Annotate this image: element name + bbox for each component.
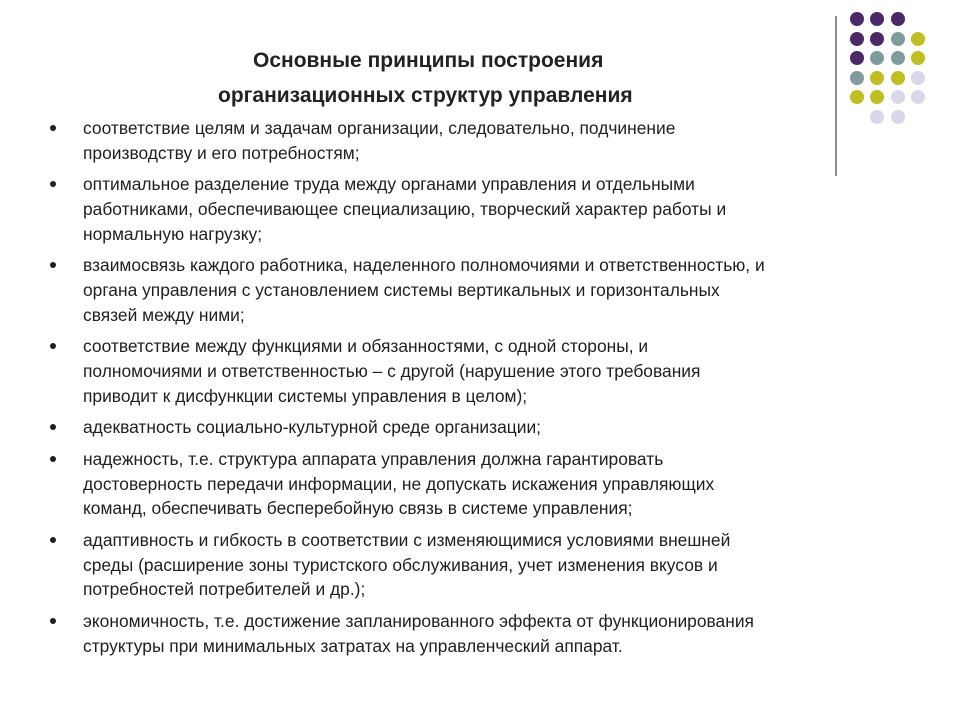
bullet-dot-icon bbox=[50, 181, 56, 187]
decorative-dot-icon bbox=[870, 32, 884, 46]
bullet-dot-icon bbox=[50, 424, 56, 430]
bullet-dot-icon bbox=[50, 456, 56, 462]
bullet-text-line: приводит к дисфункции системы управления в целом); bbox=[83, 385, 528, 406]
decorative-dot-icon bbox=[850, 51, 864, 65]
decorative-dot-icon bbox=[891, 12, 905, 26]
decorative-dot-icon bbox=[850, 71, 864, 85]
list-item bbox=[50, 609, 930, 658]
bullet-text-line: оптимальное разделение труда между органами управления и отдельными bbox=[83, 174, 695, 195]
bullet-text-line: органа управления с установлением системы вертикальных и горизонтальных bbox=[83, 279, 720, 300]
decorative-dot-icon bbox=[911, 32, 925, 46]
decorative-dot-icon bbox=[870, 71, 884, 85]
decorative-dot-icon bbox=[911, 90, 925, 104]
decorative-dot-icon bbox=[891, 32, 905, 46]
bullet-text-line: достоверность передачи информации, не допускать искажения управляющих bbox=[83, 473, 715, 494]
decorative-dot-icon bbox=[911, 71, 925, 85]
bullet-dot-icon bbox=[50, 537, 56, 543]
bullet-dot-icon bbox=[50, 343, 56, 349]
bullet-dot-icon bbox=[50, 125, 56, 131]
decorative-dot-icon bbox=[891, 71, 905, 85]
bullet-text-line: соответствие между функциями и обязанностями, с одной стороны, и bbox=[83, 336, 649, 357]
bullet-dot-icon bbox=[50, 262, 56, 268]
list-item bbox=[50, 172, 930, 246]
list-item bbox=[50, 528, 930, 602]
slide-title bbox=[200, 43, 800, 113]
decorative-dot-icon bbox=[870, 51, 884, 65]
bullet-text-line: нормальную нагрузку; bbox=[83, 223, 263, 244]
bullet-text-line: потребностей потребителей и др.); bbox=[83, 579, 366, 600]
list-item bbox=[50, 334, 930, 408]
bullet-text-line: производству и его потребностям; bbox=[83, 142, 360, 163]
decorative-dot-icon bbox=[870, 90, 884, 104]
decorative-dot-icon bbox=[891, 90, 905, 104]
bullet-text-line: команд, обеспечивать бесперебойную связь в системе управления; bbox=[83, 498, 633, 519]
bullet-dot-icon bbox=[50, 618, 56, 624]
bullet-text-line: адекватность социально-культурной среде организации; bbox=[83, 417, 541, 438]
bullet-text-line: взаимосвязь каждого работника, наделенного полномочиями и ответственностью, и bbox=[83, 255, 765, 276]
principles-bullet-list bbox=[50, 116, 930, 665]
list-item bbox=[50, 415, 930, 440]
bullet-text-line: среды (расширение зоны туристского обслуживания, учет изменения вкусов и bbox=[83, 554, 718, 575]
bullet-text-line: соответствие целям и задачам организации, следовательно, подчинение bbox=[83, 118, 676, 138]
slide-title-line-2: организационных структур управления bbox=[218, 84, 633, 107]
bullet-text-line: структуры при минимальных затратах на управленческий аппарат. bbox=[83, 635, 623, 656]
slide-title-line-1: Основные принципы построения bbox=[253, 49, 604, 72]
bullet-text-line: адаптивность и гибкость в соответствии с изменяющимися условиями внешней bbox=[83, 530, 731, 551]
decorative-dot-icon bbox=[850, 12, 864, 26]
list-item bbox=[50, 253, 930, 327]
decorative-dot-icon bbox=[891, 51, 905, 65]
bullet-text-line: связей между ними; bbox=[83, 304, 245, 325]
bullet-text-line: полномочиями и ответственностью – с другой (нарушение этого требования bbox=[83, 360, 701, 381]
decorative-dot-icon bbox=[870, 12, 884, 26]
list-item bbox=[50, 116, 930, 165]
list-item bbox=[50, 447, 930, 521]
decorative-dot-icon bbox=[911, 51, 925, 65]
decorative-dot-icon bbox=[850, 32, 864, 46]
bullet-text-line: работниками, обеспечивающее специализацию, творческий характер работы и bbox=[83, 198, 727, 219]
bullet-text-line: надежность, т.е. структура аппарата управления должна гарантировать bbox=[83, 449, 664, 470]
decorative-dot-icon bbox=[850, 90, 864, 104]
bullet-text-line: экономичность, т.е. достижение запланированного эффекта от функционирования bbox=[83, 611, 754, 631]
